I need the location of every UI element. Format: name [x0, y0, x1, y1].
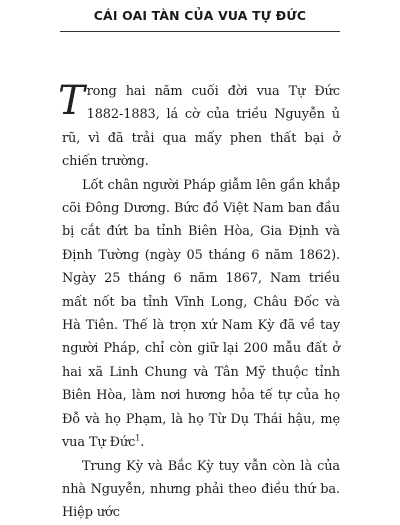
paragraph-2-end: .	[140, 435, 145, 451]
paragraph-2	[62, 174, 340, 455]
footnote-marker: 1	[135, 433, 141, 443]
paragraph-2-text: Lốt chân người Pháp giẫm lên gần khắp cõi Đông Dương. Bức đồ Việt Nam ban đầu bị cắt đứt ba tỉnh Biên Hòa, Gia Định và Định Tường (ngày 05 tháng 6 năm 1862). Ngày 25 tháng 6 năm 1867, Nam triều mất nốt ba tỉnh Vĩnh Long, Châu Đốc và Hà Tiên. Thế là trọn xứ Nam Kỳ đã về tay người Pháp, chỉ còn giữ lại 200 mẫu đất ở hai xã Linh Chung và Tân Mỹ thuộc tỉnh Biên Hòa, làm nơi hương hỏa tế tự của họ Đỗ và họ Phạm, là họ Từ Dụ Thái hậu, mẹ vua Tự Đức	[62, 177, 340, 451]
body-text	[58, 78, 340, 525]
paragraph-3	[62, 455, 340, 525]
drop-cap-letter: T	[58, 78, 85, 124]
paragraph-1	[58, 78, 340, 174]
chapter-title: CÁI OAI TÀN CỦA VUA TỰ ĐỨC	[93, 8, 307, 23]
paragraph-1-text: rong hai năm cuối đời vua Tự Đức 1882-1883, lá cờ của triều Nguyễn ủ rũ, vì đã trải qua mấy phen thất bại ở chiến trường.	[62, 84, 340, 170]
paragraph-3-text: Trung Kỳ và Bắc Kỳ tuy vẫn còn là của nhà Nguyễn, nhưng phải theo điều thứ ba. Hiệp ước	[62, 458, 340, 521]
title-underline	[60, 31, 340, 32]
